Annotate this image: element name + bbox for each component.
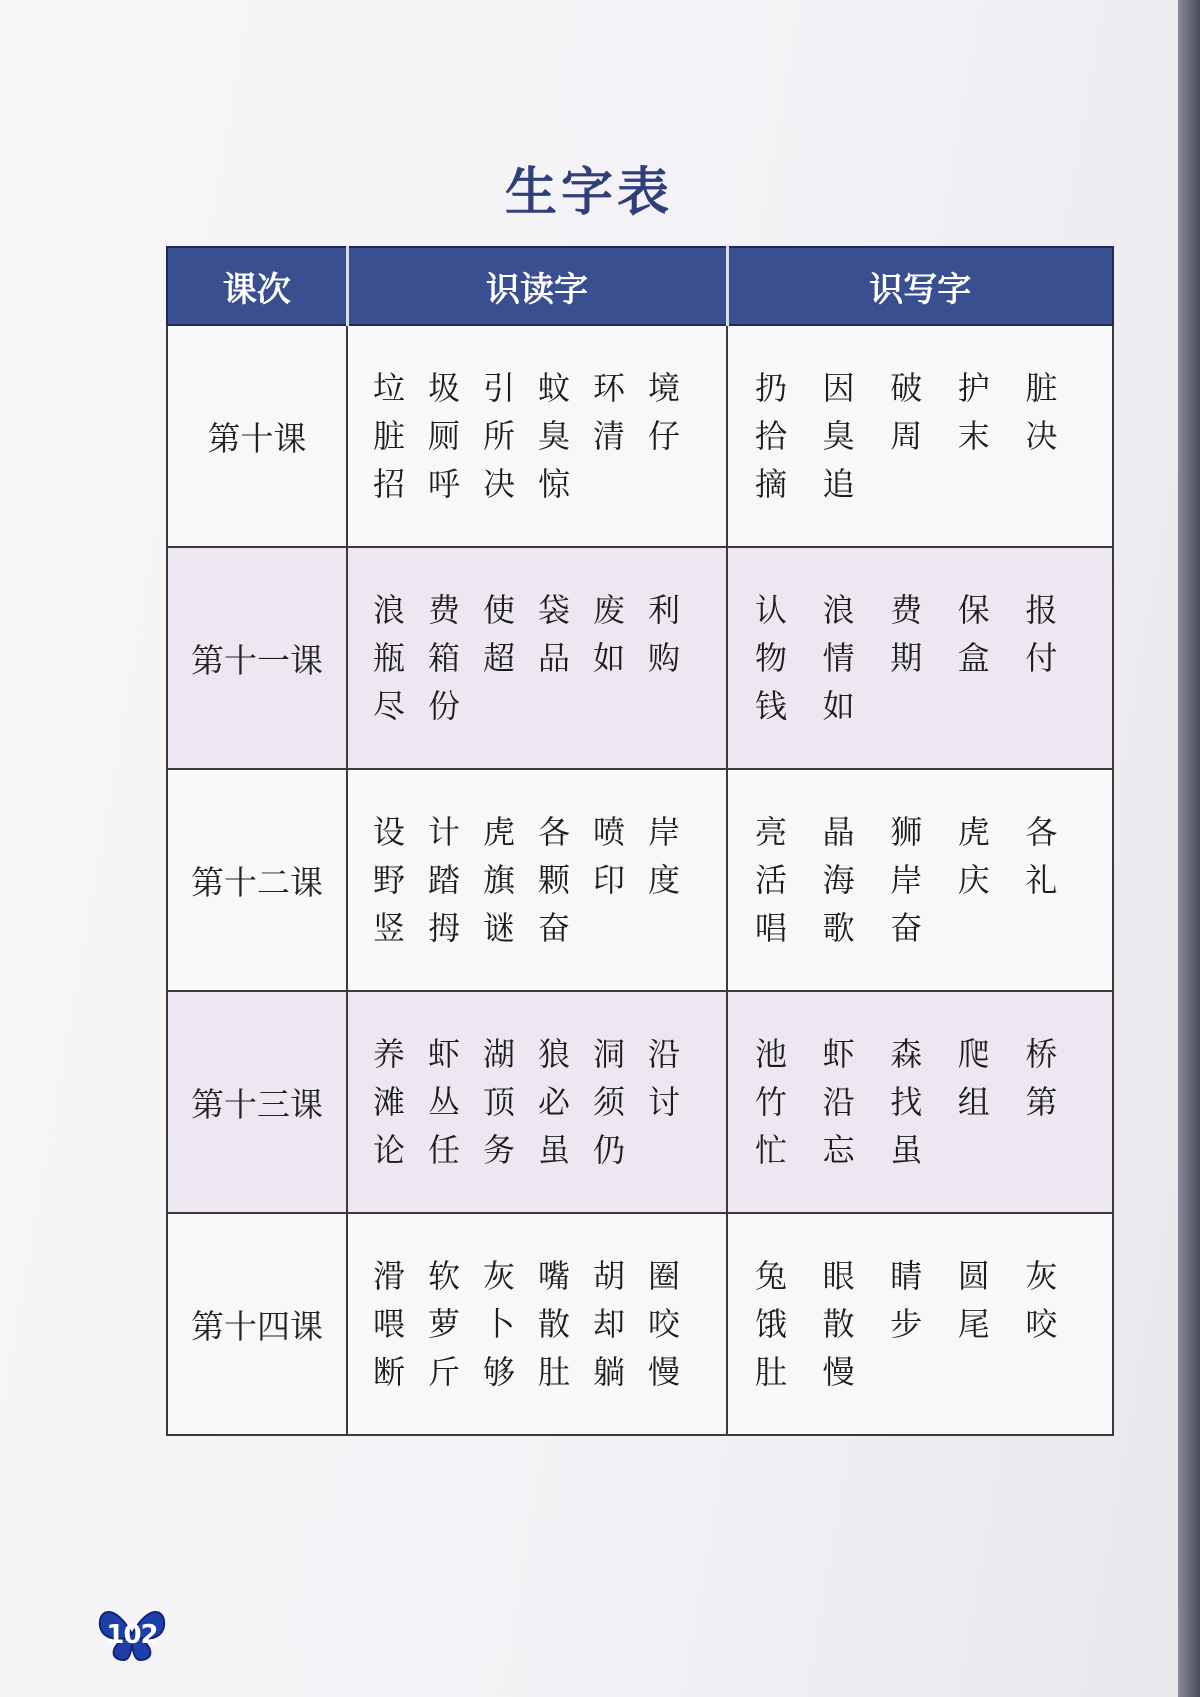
write-character: 圆 — [957, 1257, 990, 1295]
write-character: 爬 — [957, 1035, 990, 1073]
table-row — [167, 547, 1113, 769]
read-character: 浪 — [373, 591, 406, 629]
write-character: 眼 — [822, 1257, 855, 1295]
read-character: 旗 — [483, 861, 516, 899]
write-character: 步 — [890, 1305, 923, 1343]
read-characters-cell — [347, 769, 727, 991]
read-character: 废 — [593, 591, 626, 629]
read-character: 滩 — [373, 1083, 406, 1121]
write-character: 奋 — [890, 909, 923, 947]
read-character: 虎 — [483, 813, 516, 851]
read-characters-cell — [347, 547, 727, 769]
lesson-name: 第十三课 — [167, 991, 347, 1213]
read-character: 丛 — [428, 1083, 461, 1121]
read-character: 任 — [428, 1131, 461, 1169]
read-character: 拇 — [428, 909, 461, 947]
read-characters-grid — [349, 369, 725, 503]
write-character: 虾 — [822, 1035, 855, 1073]
write-character: 沿 — [822, 1083, 855, 1121]
read-character: 软 — [428, 1257, 461, 1295]
write-character: 桥 — [1025, 1035, 1058, 1073]
book-edge — [1178, 0, 1200, 1697]
write-character: 亮 — [755, 813, 788, 851]
read-character: 瓶 — [373, 639, 406, 677]
write-character: 散 — [822, 1305, 855, 1343]
write-character: 保 — [957, 591, 990, 629]
table-row — [167, 1213, 1113, 1435]
write-character: 慢 — [822, 1353, 855, 1391]
read-characters-grid — [349, 813, 725, 947]
read-character: 必 — [538, 1083, 571, 1121]
page-number-badge — [96, 1604, 168, 1664]
table-header-row — [167, 247, 1113, 325]
read-character: 度 — [648, 861, 681, 899]
read-character: 蚊 — [538, 369, 571, 407]
read-character: 设 — [373, 813, 406, 851]
read-character: 各 — [538, 813, 571, 851]
write-character: 护 — [957, 369, 990, 407]
read-character: 如 — [593, 639, 626, 677]
write-character: 拾 — [755, 417, 788, 455]
read-character: 讨 — [648, 1083, 681, 1121]
lesson-name: 第十一课 — [167, 547, 347, 769]
read-character: 所 — [483, 417, 516, 455]
read-character: 躺 — [593, 1353, 626, 1391]
read-character: 费 — [428, 591, 461, 629]
read-character: 竖 — [373, 909, 406, 947]
write-character: 唱 — [755, 909, 788, 947]
write-character: 周 — [890, 417, 923, 455]
read-character: 散 — [538, 1305, 571, 1343]
read-character: 狼 — [538, 1035, 571, 1073]
write-character: 付 — [1025, 639, 1058, 677]
read-character: 喷 — [593, 813, 626, 851]
header-write: 识写字 — [727, 247, 1113, 325]
write-character: 晶 — [822, 813, 855, 851]
read-character: 顶 — [483, 1083, 516, 1121]
write-character: 尾 — [957, 1305, 990, 1343]
write-characters-grid — [729, 1035, 1111, 1169]
write-character: 兔 — [755, 1257, 788, 1295]
read-character: 利 — [648, 591, 681, 629]
header-lesson: 课次 — [167, 247, 347, 325]
write-character: 情 — [822, 639, 855, 677]
read-character: 厕 — [428, 417, 461, 455]
write-character: 物 — [755, 639, 788, 677]
read-characters-grid — [349, 1257, 725, 1391]
write-character: 第 — [1025, 1083, 1058, 1121]
read-characters-grid — [349, 1035, 725, 1169]
write-character: 饿 — [755, 1305, 788, 1343]
read-character: 购 — [648, 639, 681, 677]
read-characters-cell — [347, 325, 727, 547]
read-character: 却 — [593, 1305, 626, 1343]
write-character: 钱 — [755, 687, 788, 725]
read-character: 灰 — [483, 1257, 516, 1295]
write-characters-cell — [727, 991, 1113, 1213]
write-character: 歌 — [822, 909, 855, 947]
read-character: 虽 — [538, 1131, 571, 1169]
write-character: 决 — [1025, 417, 1058, 455]
read-character: 圈 — [648, 1257, 681, 1295]
page-number: 102 — [106, 1620, 158, 1650]
write-character: 浪 — [822, 591, 855, 629]
read-character: 惊 — [538, 465, 571, 503]
write-characters-grid — [729, 369, 1111, 503]
read-character: 沿 — [648, 1035, 681, 1073]
write-character: 认 — [755, 591, 788, 629]
read-character: 份 — [428, 687, 461, 725]
write-character: 盒 — [957, 639, 990, 677]
table-row — [167, 769, 1113, 991]
write-character: 灰 — [1025, 1257, 1058, 1295]
read-character: 够 — [483, 1353, 516, 1391]
read-character: 圾 — [428, 369, 461, 407]
read-character: 引 — [483, 369, 516, 407]
read-character: 计 — [428, 813, 461, 851]
read-character: 印 — [593, 861, 626, 899]
write-characters-cell — [727, 325, 1113, 547]
read-character: 养 — [373, 1035, 406, 1073]
write-character: 森 — [890, 1035, 923, 1073]
write-character: 因 — [822, 369, 855, 407]
read-character: 环 — [593, 369, 626, 407]
read-character: 断 — [373, 1353, 406, 1391]
write-character: 池 — [755, 1035, 788, 1073]
read-character: 垃 — [373, 369, 406, 407]
write-characters-grid — [729, 1257, 1111, 1391]
read-character: 湖 — [483, 1035, 516, 1073]
table-row — [167, 325, 1113, 547]
read-character: 滑 — [373, 1257, 406, 1295]
read-character: 喂 — [373, 1305, 406, 1343]
lesson-name: 第十课 — [167, 325, 347, 547]
table-row — [167, 991, 1113, 1213]
read-character: 品 — [538, 639, 571, 677]
write-character: 臭 — [822, 417, 855, 455]
read-character: 虾 — [428, 1035, 461, 1073]
write-character: 脏 — [1025, 369, 1058, 407]
write-character: 咬 — [1025, 1305, 1058, 1343]
read-character: 嘴 — [538, 1257, 571, 1295]
write-character: 如 — [822, 687, 855, 725]
write-character: 期 — [890, 639, 923, 677]
read-character: 奋 — [538, 909, 571, 947]
write-characters-cell — [727, 547, 1113, 769]
read-character: 谜 — [483, 909, 516, 947]
write-character: 扔 — [755, 369, 788, 407]
write-character: 竹 — [755, 1083, 788, 1121]
header-read: 识读字 — [347, 247, 727, 325]
read-character: 仍 — [593, 1131, 626, 1169]
read-character: 仔 — [648, 417, 681, 455]
lesson-name: 第十四课 — [167, 1213, 347, 1435]
write-character: 各 — [1025, 813, 1058, 851]
write-character: 组 — [957, 1083, 990, 1121]
write-character: 肚 — [755, 1353, 788, 1391]
read-character: 呼 — [428, 465, 461, 503]
character-table — [166, 246, 1114, 1436]
write-character: 睛 — [890, 1257, 923, 1295]
read-character: 咬 — [648, 1305, 681, 1343]
write-character: 礼 — [1025, 861, 1058, 899]
write-characters-cell — [727, 1213, 1113, 1435]
read-character: 卜 — [483, 1305, 516, 1343]
read-character: 境 — [648, 369, 681, 407]
write-character: 海 — [822, 861, 855, 899]
read-character: 招 — [373, 465, 406, 503]
page-title: 生字表 — [504, 163, 673, 223]
read-character: 肚 — [538, 1353, 571, 1391]
read-character: 决 — [483, 465, 516, 503]
write-characters-grid — [729, 813, 1111, 947]
read-character: 慢 — [648, 1353, 681, 1391]
read-character: 颗 — [538, 861, 571, 899]
write-character: 忙 — [755, 1131, 788, 1169]
read-character: 胡 — [593, 1257, 626, 1295]
write-character: 破 — [890, 369, 923, 407]
read-character: 踏 — [428, 861, 461, 899]
read-character: 萝 — [428, 1305, 461, 1343]
write-character: 追 — [822, 465, 855, 503]
read-character: 须 — [593, 1083, 626, 1121]
read-character: 野 — [373, 861, 406, 899]
write-character: 狮 — [890, 813, 923, 851]
write-character: 报 — [1025, 591, 1058, 629]
read-characters-cell — [347, 991, 727, 1213]
write-character: 找 — [890, 1083, 923, 1121]
read-character: 袋 — [538, 591, 571, 629]
read-characters-cell — [347, 1213, 727, 1435]
write-character: 忘 — [822, 1131, 855, 1169]
write-character: 摘 — [755, 465, 788, 503]
read-character: 使 — [483, 591, 516, 629]
read-character: 论 — [373, 1131, 406, 1169]
write-character: 末 — [957, 417, 990, 455]
lesson-name: 第十二课 — [167, 769, 347, 991]
read-character: 斤 — [428, 1353, 461, 1391]
read-character: 尽 — [373, 687, 406, 725]
read-characters-grid — [349, 591, 725, 725]
write-character: 虎 — [957, 813, 990, 851]
read-character: 洞 — [593, 1035, 626, 1073]
read-character: 箱 — [428, 639, 461, 677]
write-characters-grid — [729, 591, 1111, 725]
write-character: 费 — [890, 591, 923, 629]
read-character: 超 — [483, 639, 516, 677]
read-character: 清 — [593, 417, 626, 455]
read-character: 脏 — [373, 417, 406, 455]
write-character: 虽 — [890, 1131, 923, 1169]
read-character: 臭 — [538, 417, 571, 455]
read-character: 务 — [483, 1131, 516, 1169]
write-character: 岸 — [890, 861, 923, 899]
write-character: 活 — [755, 861, 788, 899]
read-character: 岸 — [648, 813, 681, 851]
write-characters-cell — [727, 769, 1113, 991]
write-character: 庆 — [957, 861, 990, 899]
